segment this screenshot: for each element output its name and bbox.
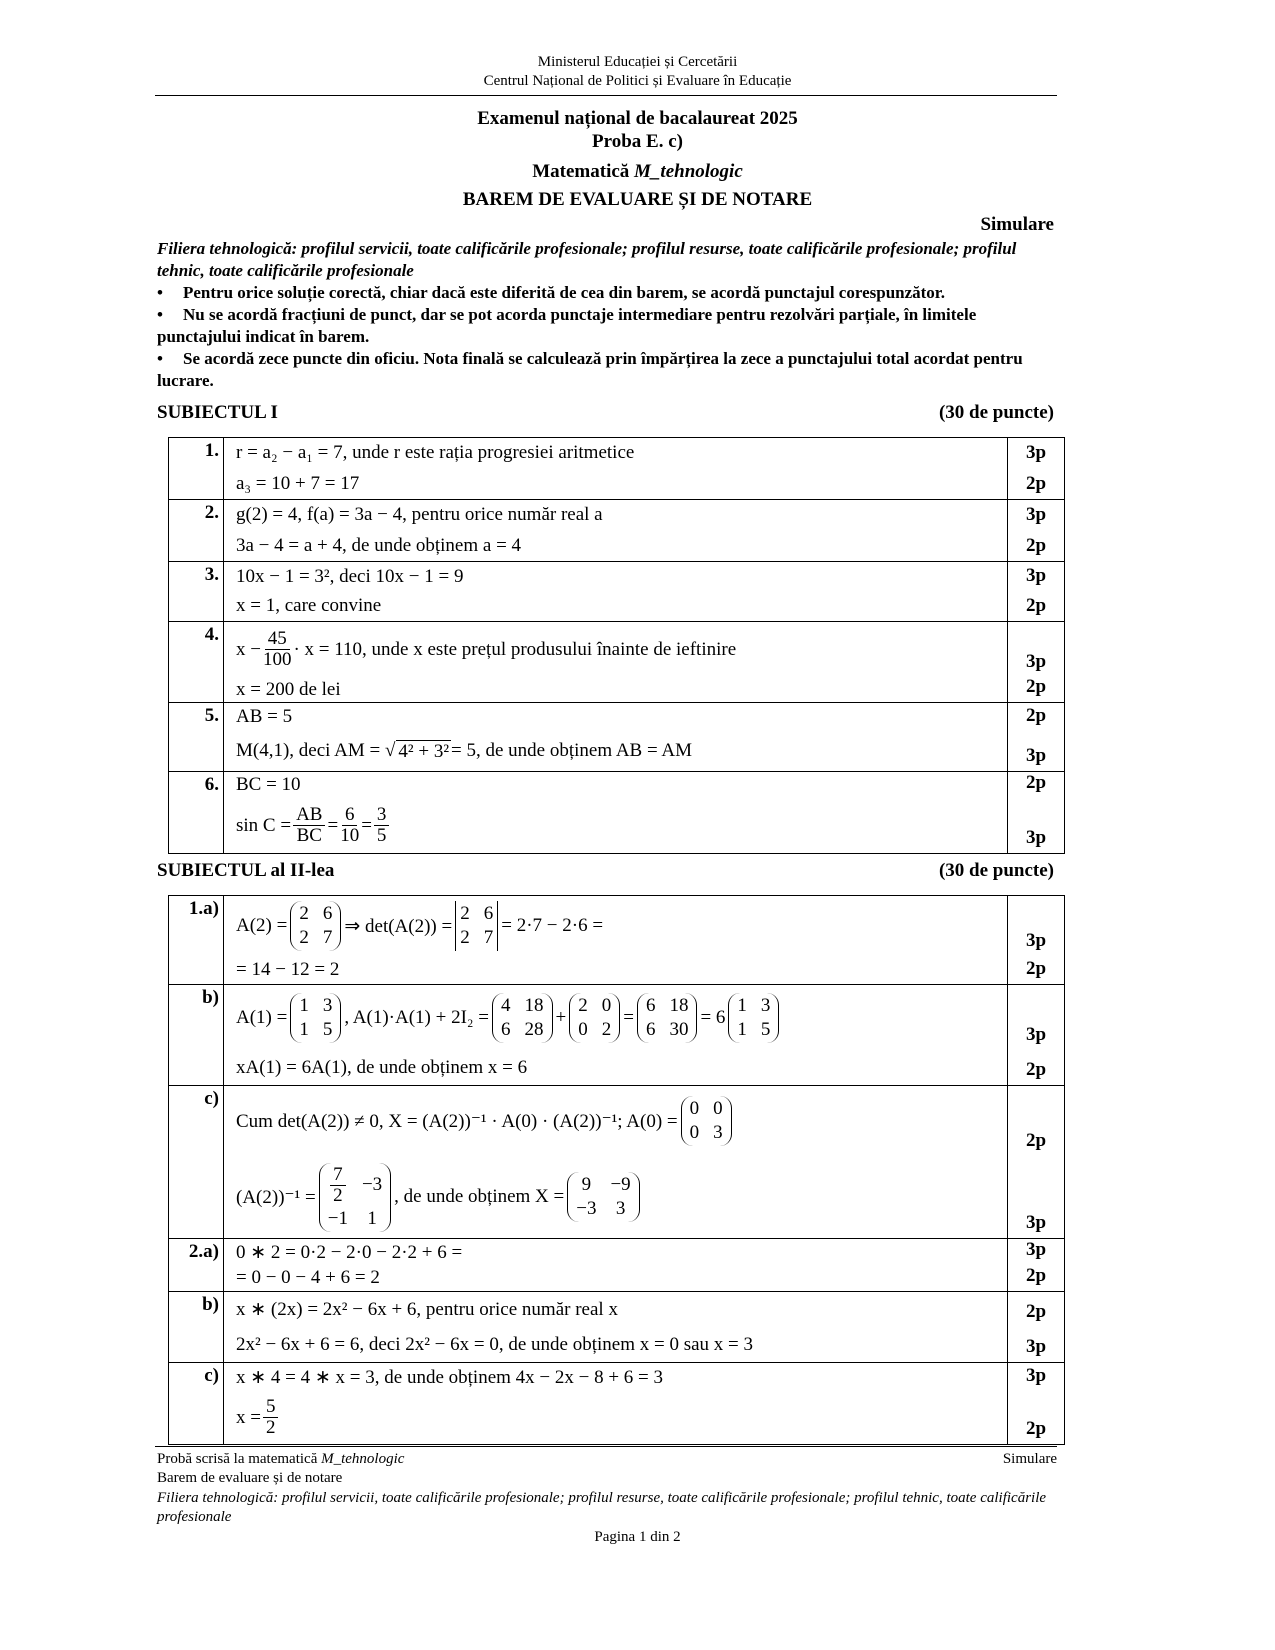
math-text: + — [555, 1006, 567, 1028]
barem-title: BAREM DE EVALUARE ȘI DE NOTARE — [462, 189, 813, 210]
points-value: 3p — [1025, 504, 1047, 525]
matrix — [492, 993, 553, 1043]
matrix — [637, 993, 698, 1043]
math-text: AB = 5 — [236, 706, 293, 727]
math-text: 5 — [760, 1018, 771, 1040]
numerator: 45 — [265, 629, 290, 650]
math-text: 1 — [737, 994, 747, 1016]
points-value: 2p — [1025, 1301, 1047, 1322]
solution-line — [224, 1050, 1007, 1085]
proba-title: Proba E. c) — [592, 131, 683, 152]
points-cell — [1008, 1239, 1065, 1292]
solution-cell — [224, 1239, 1008, 1292]
math-text: = — [623, 1006, 634, 1028]
solution-line — [224, 703, 1007, 731]
solution-line — [224, 956, 1007, 984]
solution-line — [224, 438, 1007, 468]
matrix — [569, 993, 620, 1043]
table-row — [169, 985, 1065, 1086]
bullet-1 — [157, 282, 1057, 304]
bullet-icon: • — [157, 349, 163, 368]
points-cell — [1008, 1292, 1065, 1363]
math-text: 7 — [322, 927, 333, 948]
points-cell — [1008, 562, 1065, 622]
solution-line — [224, 731, 1007, 771]
item-number: 2. — [169, 500, 224, 562]
solution-line — [224, 1265, 1007, 1291]
page-number: Pagina 1 din 2 — [594, 1529, 681, 1545]
points-value: 3p — [1025, 930, 1047, 951]
table-row — [169, 438, 1065, 500]
fraction — [374, 805, 390, 846]
item-number: b) — [169, 985, 224, 1086]
solution-line — [224, 1239, 1007, 1265]
denominator: 2 — [265, 1417, 276, 1438]
points-value: 3p — [1025, 827, 1047, 848]
math-text: 6 — [501, 1018, 511, 1040]
matrix — [290, 993, 341, 1043]
item-number: 1.a) — [169, 896, 224, 985]
subject-prefix: Matematică — [532, 161, 635, 182]
math-text: x = 1, care convine — [236, 595, 382, 616]
solution-line — [224, 677, 1007, 702]
square-root: 4² + 3² — [398, 740, 450, 762]
solution-line — [224, 622, 1007, 677]
points-value: 2p — [1025, 473, 1047, 494]
math-text: 0 — [689, 1098, 700, 1119]
matrix — [290, 901, 341, 951]
solution-line — [224, 591, 1007, 621]
solution-line — [224, 1327, 1007, 1362]
section-1-points: (30 de puncte) — [938, 402, 1054, 423]
points-value: 3p — [1025, 1024, 1047, 1045]
math-text: 30 — [669, 1018, 689, 1040]
table-row — [169, 622, 1065, 703]
solution-line — [224, 1391, 1007, 1444]
section-2-title: SUBIECTUL al II-lea — [157, 860, 335, 881]
math-text: 3a − 4 = a + 4, de unde obținem a = 4 — [236, 534, 522, 556]
section-2-table — [168, 895, 1065, 1445]
solution-line — [224, 1156, 1007, 1238]
fraction — [263, 629, 292, 670]
points-cell — [1008, 703, 1065, 772]
points-value: 3p — [1025, 1365, 1047, 1386]
math-text: 18 — [524, 994, 544, 1016]
math-text: 2 — [299, 903, 309, 924]
footer-line-3: Filiera tehnologică: profilul servicii, toate calificările profesionale; profilul resurse, toate calificările profesionale; profilul tehnic, toate calificările profesionale — [157, 1490, 1047, 1525]
points-value: 2p — [1025, 1418, 1047, 1439]
solution-line — [224, 530, 1007, 561]
footer-italic: M_tehnologic — [321, 1451, 405, 1467]
math-text: 3 — [322, 994, 333, 1016]
table-row — [169, 562, 1065, 622]
determinant — [455, 901, 498, 951]
table-row — [169, 1239, 1065, 1292]
bullet-3 — [157, 348, 1057, 392]
footer-divider — [155, 1446, 1057, 1447]
points-cell — [1008, 772, 1065, 854]
math-text: a₃ = 10 + 7 = 17 — [236, 472, 360, 494]
solution-line — [224, 1363, 1007, 1391]
bullet-icon: • — [157, 305, 163, 324]
center-name: Centrul Național de Politici și Evaluare în Educație — [483, 73, 792, 89]
item-number: c) — [169, 1086, 224, 1239]
fraction — [340, 805, 359, 846]
header-divider — [155, 95, 1057, 96]
solution-cell — [224, 500, 1008, 562]
math-text: 4 — [501, 994, 511, 1016]
math-text: 6 — [322, 903, 333, 924]
numerator: AB — [293, 805, 325, 826]
math-text: 1 — [737, 1018, 747, 1040]
points-value: 2p — [1025, 1059, 1047, 1080]
math-text: A(2) = — [236, 915, 288, 936]
math-text: 2 — [460, 903, 470, 924]
footer-line-1 — [157, 1450, 1057, 1469]
denominator: 100 — [262, 649, 292, 670]
math-text: 2 — [601, 1018, 612, 1040]
math-text: · x = 110, unde x este prețul produsului înainte de ieftinire — [293, 638, 737, 660]
points-value: 3p — [1025, 1336, 1047, 1357]
math-text: 0 ∗ 2 = 0·2 − 2·0 − 2·2 + 6 = — [236, 1241, 463, 1263]
item-number: b) — [169, 1292, 224, 1363]
denominator: BC — [296, 825, 322, 846]
solution-line — [224, 500, 1007, 530]
solution-line — [224, 896, 1007, 956]
solution-cell — [224, 896, 1008, 985]
math-text: (A(2))⁻¹ = — [236, 1186, 316, 1208]
solution-cell — [224, 1363, 1008, 1445]
item-number: 4. — [169, 622, 224, 703]
math-text: ⇒ det(A(2)) = — [344, 915, 453, 937]
math-text: x ∗ 4 = 4 ∗ x = 3, de unde obținem 4x − 2x − 8 + 6 = 3 — [236, 1366, 664, 1388]
solution-cell — [224, 562, 1008, 622]
math-text: 6 — [483, 903, 494, 924]
math-text: 0 — [601, 994, 612, 1016]
matrix — [728, 993, 779, 1043]
math-text: x = 200 de lei — [236, 678, 341, 700]
fraction — [293, 805, 325, 846]
table-row — [169, 500, 1065, 562]
numerator: 6 — [342, 805, 358, 826]
points-value: 3p — [1025, 442, 1047, 463]
section-1-table — [168, 437, 1065, 854]
math-text: 0 — [578, 1018, 588, 1040]
math-text: = 0 − 0 − 4 + 6 = 2 — [236, 1267, 380, 1288]
math-text: 1 — [299, 1018, 309, 1040]
math-text: = — [361, 814, 372, 836]
solution-cell — [224, 772, 1008, 854]
bullet-text: Pentru orice soluție corectă, chiar dacă este diferită de cea din barem, se acordă punctajul corespunzător. — [183, 283, 946, 302]
math-text: x = — [236, 1406, 261, 1428]
points-value: 2p — [1025, 676, 1047, 697]
points-value: 3p — [1025, 1239, 1047, 1260]
bullet-icon: • — [157, 283, 163, 302]
solution-line — [224, 1086, 1007, 1156]
math-text: 6 — [645, 994, 656, 1016]
item-number: 1. — [169, 438, 224, 500]
points-value: 3p — [1025, 745, 1047, 766]
math-text: x − — [236, 638, 261, 660]
table-row — [169, 1363, 1065, 1445]
points-value: 2p — [1025, 772, 1047, 793]
math-text: −3 — [361, 1174, 383, 1195]
points-cell — [1008, 1086, 1065, 1239]
fraction — [263, 1397, 279, 1438]
math-text: 3 — [713, 1122, 723, 1143]
math-text: 3 — [615, 1198, 626, 1219]
math-text: = 2·7 − 2·6 = — [501, 915, 604, 936]
solution-line — [224, 562, 1007, 591]
subject-italic: M_tehnologic — [634, 161, 743, 182]
math-text: −9 — [610, 1174, 631, 1195]
math-text: = — [327, 814, 339, 836]
math-text: Cum det(A(2)) ≠ 0, X = (A(2))⁻¹ · A(0) · (A(2))⁻¹; A(0) = — [236, 1110, 678, 1132]
math-text: r = a₂ − a₁ = 7, unde r este rația progresiei aritmetice — [236, 442, 635, 463]
matrix — [319, 1163, 391, 1232]
math-text: = 14 − 12 = 2 — [236, 959, 340, 980]
footer-simulare: Simulare — [1002, 1451, 1057, 1467]
numerator: 7 — [330, 1165, 346, 1186]
solution-line — [224, 468, 1007, 499]
points-value: 2p — [1025, 1265, 1047, 1286]
bullet-text: Nu se acordă fracțiuni de punct, dar se pot acorda punctaje intermediare pentru rezolvări parțiale, în limitele punctajului indicat în barem. — [157, 305, 977, 346]
solution-cell — [224, 1292, 1008, 1363]
item-number: 6. — [169, 772, 224, 854]
bullet-text: Se acordă zece puncte din oficiu. Nota finală se calculează prin împărțirea la zece a punctajului total acordat pentru lucrare. — [157, 349, 1023, 390]
math-text: 18 — [669, 994, 689, 1016]
math-text: M(4,1), deci AM = √ — [236, 740, 396, 761]
points-value: 2p — [1025, 535, 1047, 556]
points-value: 2p — [1025, 705, 1047, 726]
solution-cell — [224, 1086, 1008, 1239]
matrix — [681, 1096, 732, 1146]
footer-prefix: Probă scrisă la matematică — [157, 1451, 322, 1467]
solution-line — [224, 985, 1007, 1050]
math-text: −3 — [576, 1198, 597, 1219]
ministry-name: Ministerul Educației și Cercetării — [537, 54, 738, 70]
table-row — [169, 1292, 1065, 1363]
points-value: 3p — [1025, 651, 1047, 672]
footer-line-2: Barem de evaluare și de notare — [157, 1470, 343, 1486]
math-text: 5 — [322, 1018, 333, 1040]
points-cell — [1008, 985, 1065, 1086]
points-cell — [1008, 438, 1065, 500]
math-text: 2 — [460, 927, 470, 948]
math-text: 9 — [581, 1174, 592, 1195]
math-text: xA(1) = 6A(1), de unde obținem x = 6 — [236, 1056, 528, 1078]
matrix — [567, 1172, 639, 1222]
points-cell — [1008, 896, 1065, 985]
denominator: 10 — [340, 825, 360, 846]
solution-line — [224, 798, 1007, 853]
math-text: 2 — [299, 927, 309, 948]
table-row — [169, 896, 1065, 985]
math-text: g(2) = 4, f(a) = 3a − 4, pentru orice număr real a — [236, 504, 603, 525]
section-1-title: SUBIECTUL I — [157, 402, 278, 423]
solution-cell — [224, 985, 1008, 1086]
math-text: A(1) = — [236, 1006, 288, 1028]
fraction — [330, 1165, 346, 1206]
points-cell — [1008, 622, 1065, 703]
points-value: 3p — [1025, 1212, 1047, 1233]
numerator: 3 — [374, 805, 390, 826]
exam-title: Examenul național de bacalaureat 2025 — [477, 108, 798, 129]
item-number: c) — [169, 1363, 224, 1445]
math-text: 0 — [713, 1098, 723, 1119]
numerator: 5 — [263, 1397, 279, 1418]
denominator: 2 — [333, 1184, 343, 1206]
table-row — [169, 703, 1065, 772]
math-text: 2 — [578, 994, 588, 1016]
solution-line — [224, 1292, 1007, 1327]
section-2-points: (30 de puncte) — [938, 860, 1054, 881]
math-text: 2x² − 6x + 6 = 6, deci 2x² − 6x = 0, de unde obținem x = 0 sau x = 3 — [236, 1333, 754, 1355]
item-number: 5. — [169, 703, 224, 772]
points-value: 2p — [1025, 595, 1047, 616]
item-number: 2.a) — [169, 1239, 224, 1292]
solution-line — [224, 772, 1007, 798]
math-text: , de unde obținem X = — [394, 1186, 565, 1207]
math-text: 3 — [760, 994, 771, 1016]
math-text: BC = 10 — [236, 774, 301, 795]
math-text: sin C = — [236, 814, 292, 836]
solution-cell — [224, 703, 1008, 772]
math-text: 10x − 1 = 3², deci 10x − 1 = 9 — [236, 565, 464, 587]
points-value: 2p — [1025, 958, 1047, 979]
denominator: 5 — [376, 825, 387, 846]
simulare-label: Simulare — [980, 214, 1054, 235]
math-text: = 5, de unde obținem AB = AM — [451, 740, 692, 761]
points-value: 3p — [1025, 565, 1047, 586]
solution-cell — [224, 438, 1008, 500]
filiera-text: Filiera tehnologică: profilul servicii, toate calificările profesionale; profilul resurse, toate calificările profesionale; profilul tehnic, toate calificările profesionale — [157, 239, 1017, 280]
subject-title — [0, 161, 1275, 183]
points-value: 2p — [1025, 1130, 1047, 1151]
points-cell — [1008, 500, 1065, 562]
math-text: = 6 — [700, 1006, 726, 1028]
math-text: 1 — [299, 994, 309, 1016]
points-cell — [1008, 1363, 1065, 1445]
math-text: 28 — [524, 1018, 544, 1040]
math-text: 7 — [483, 927, 494, 948]
solution-cell — [224, 622, 1008, 703]
math-text: 1 — [367, 1207, 377, 1229]
item-number: 3. — [169, 562, 224, 622]
math-text: 0 — [689, 1122, 700, 1143]
math-text: x ∗ (2x) = 2x² − 6x + 6, pentru orice număr real x — [236, 1299, 618, 1320]
math-text: , A(1)·A(1) + 2I₂ = — [344, 1006, 490, 1028]
bullet-2 — [157, 304, 1057, 348]
math-text: −1 — [327, 1207, 348, 1229]
table-row — [169, 1086, 1065, 1239]
table-row — [169, 772, 1065, 854]
math-text: 6 — [645, 1018, 656, 1040]
